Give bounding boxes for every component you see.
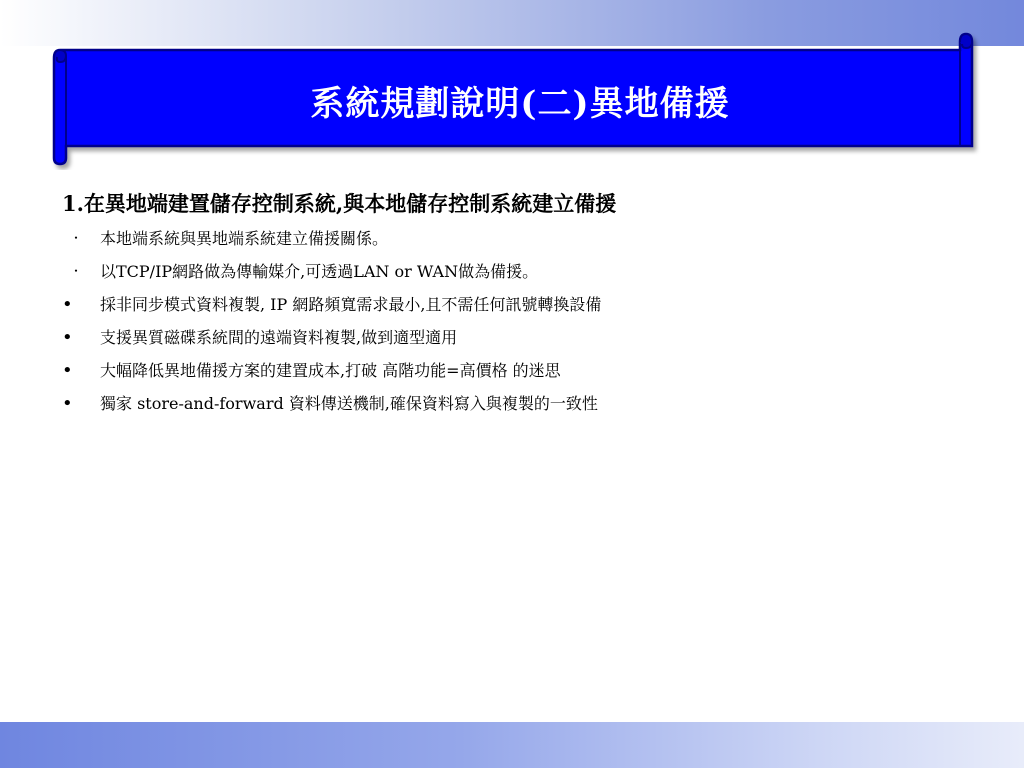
bullet-item — [62, 321, 962, 354]
bullet-dot-icon: • — [62, 294, 73, 315]
section-heading: 1.在異地端建置儲存控制系統,與本地儲存控制系統建立備援 — [62, 191, 617, 216]
bullet-item — [62, 255, 962, 288]
bullet-dot-icon: • — [62, 327, 73, 348]
bullet-dot-icon: ・ — [70, 231, 83, 245]
bullet-text: 本地端系統與異地端系統建立備援關係。 — [100, 229, 389, 248]
title-scroll-banner — [0, 0, 1024, 170]
bullet-item — [62, 288, 962, 321]
slide-title: 系統規劃說明(二)異地備援 — [310, 83, 730, 124]
bullet-list — [62, 222, 962, 420]
slide-content — [62, 186, 962, 420]
bullet-dot-icon: • — [62, 360, 73, 381]
bullet-dot-icon: ・ — [70, 264, 83, 278]
bullet-text: 大幅降低異地備援方案的建置成本,打破 高階功能=高價格 的迷思 — [100, 361, 561, 380]
bottom-gradient-band — [0, 722, 1024, 768]
bullet-text: 獨家 store-and-forward 資料傳送機制,確保資料寫入與複製的一致性 — [100, 394, 598, 413]
bullet-dot-icon: • — [62, 393, 73, 414]
bullet-item — [62, 387, 962, 420]
bullet-item — [62, 222, 962, 255]
bullet-text: 採非同步模式資料複製, IP 網路頻寬需求最小,且不需任何訊號轉換設備 — [100, 295, 602, 314]
bullet-item — [62, 354, 962, 387]
bullet-text: 支援異質磁碟系統間的遠端資料複製,做到適型適用 — [100, 328, 458, 347]
bullet-text: 以TCP/IP網路做為傳輸媒介,可透過LAN or WAN做為備援。 — [100, 262, 539, 281]
